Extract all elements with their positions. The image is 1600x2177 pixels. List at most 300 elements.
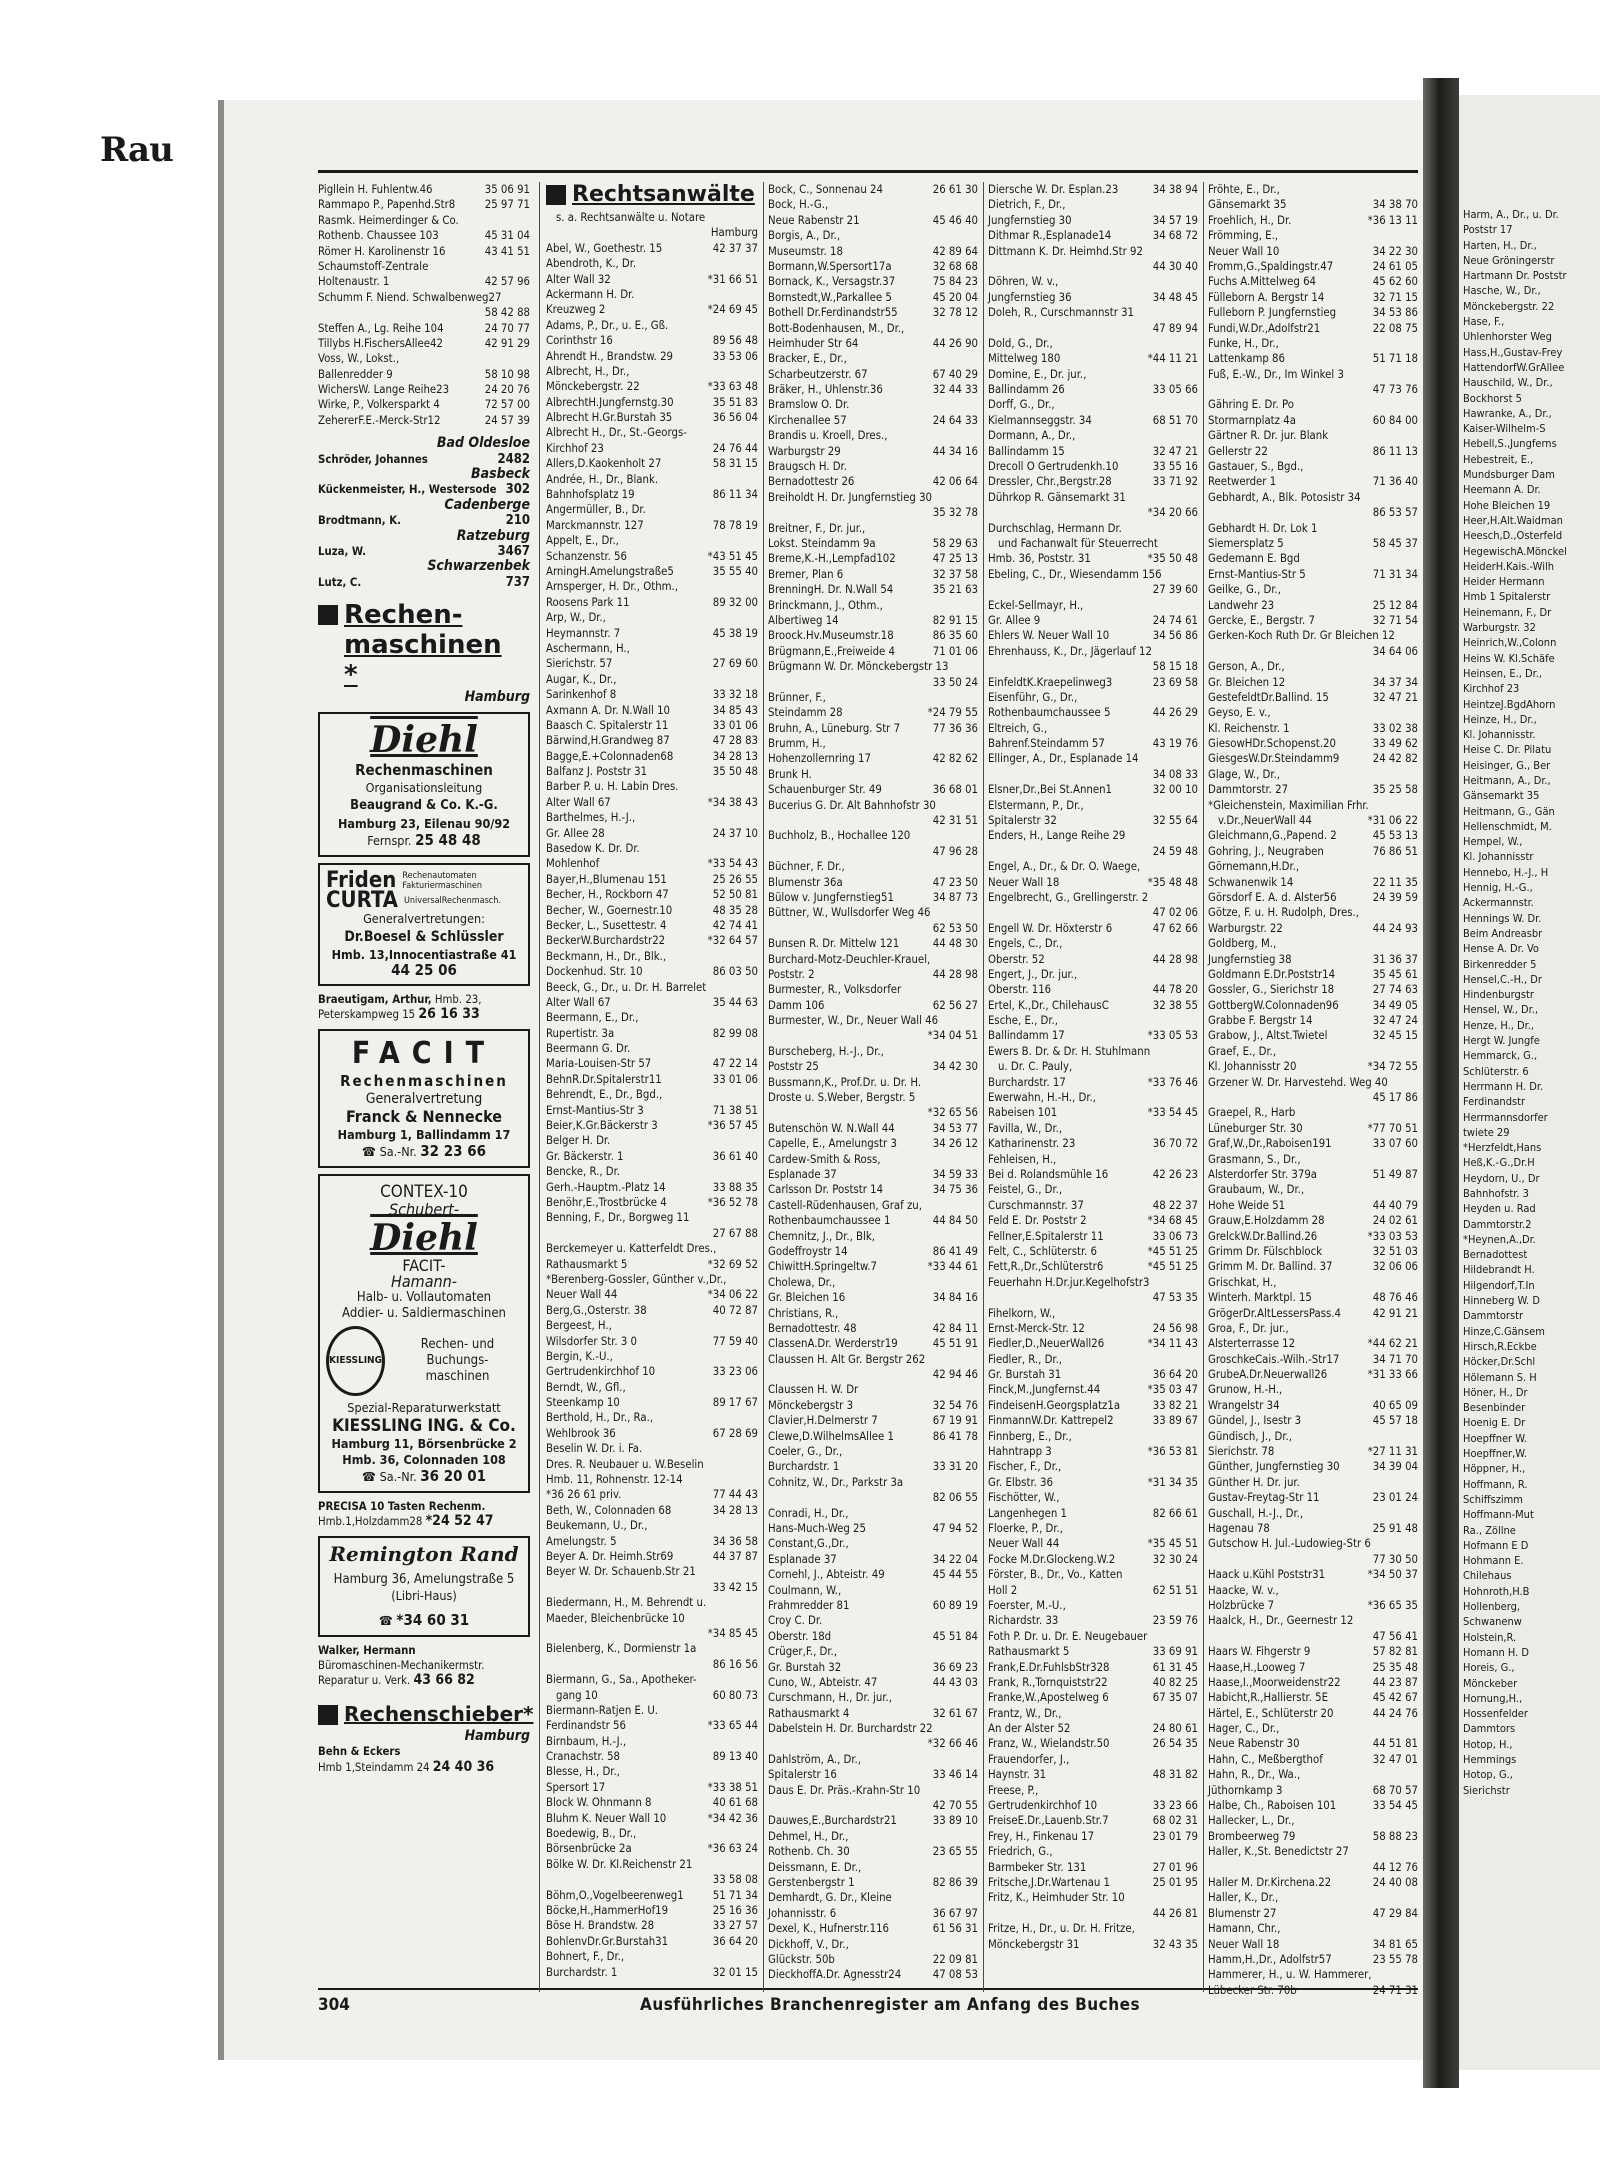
entry-text: Barber P. u. H. Labin Dres. (546, 780, 679, 794)
entry-text: Steindamm 28 (768, 706, 843, 720)
entry-phone: *34 85 45 (707, 1626, 758, 1640)
entry-text: Büchner, F. Dr., (768, 860, 845, 874)
entry-text: Spitalerstr 32 (988, 814, 1057, 828)
entry-text: Burchardstr. 17 (988, 1075, 1066, 1089)
entry-text: v.Dr.,NeuerWall 44 (1218, 814, 1312, 828)
entry-text: Breitner, F., Dr. jur., (768, 521, 866, 535)
directory-entry (546, 1334, 758, 1349)
entry-text: Dabelstein H. Dr. Burchardstr 22 (768, 1722, 933, 1736)
entry-text: BrenningH. Dr. N.Wall 54 (768, 583, 894, 597)
entry-text: Bruhn, A., Lüneburg. Str 7 (768, 721, 901, 735)
directory-entry (546, 1164, 758, 1179)
column-1-cities (318, 436, 530, 590)
entry-text: Andrée, H., Dr., Blank. (546, 472, 659, 486)
entry-phone: 42 70 55 (932, 1799, 978, 1813)
entry-behn (318, 1744, 530, 1775)
ad-phone: 32 23 66 (420, 1141, 487, 1160)
entry-name: Walker, Hermann (318, 1643, 416, 1657)
entry-text: Albrecht H., Dr., St.-Georgs- (546, 426, 687, 440)
entry-phone: 44 23 87 (1372, 1675, 1418, 1689)
ad-product: Rechenmaschinen (340, 1071, 508, 1090)
entry-text: Amelungstr. 5 (546, 1534, 617, 1548)
entry-text: Dithmar R.,Esplanade14 (988, 229, 1112, 243)
directory-entry (988, 905, 1198, 920)
directory-entry (988, 1136, 1198, 1151)
next-page-entry: Hense A. Dr. Vo (1463, 942, 1539, 956)
entry-text: Dauwes,E.,Burchardstr21 (768, 1814, 897, 1828)
entry-phone: 34 26 12 (932, 1137, 978, 1151)
entry-phone: *35 48 48 (1147, 875, 1198, 889)
entry-phone: 25 26 55 (712, 872, 758, 886)
entry-phone: 86 03 50 (712, 965, 758, 979)
entry-text: Cohnitz, W., Dr., Parkstr 3a (768, 1475, 904, 1489)
entry-phone: 34 56 86 (1152, 629, 1198, 643)
entry-phone: 27 69 60 (712, 657, 758, 671)
entry-text: Haalck, H., Dr., Geernestr 12 (1208, 1614, 1354, 1628)
directory-entry (768, 1182, 978, 1197)
entry-text: Gertrudenkirchhof 10 (988, 1799, 1098, 1813)
entry-text: Böse H. Brandstw. 28 (546, 1919, 655, 1933)
directory-entry (988, 521, 1198, 536)
directory-entry (768, 905, 978, 920)
directory-entry (1208, 1552, 1418, 1567)
entry-text: Blumenstr 36a (768, 875, 843, 889)
entry-phone: 43 41 51 (484, 244, 530, 258)
section-square-icon (546, 185, 566, 205)
entry-phone: 23 01 79 (1152, 1829, 1198, 1843)
ad-line: Generalvertretung (365, 1090, 483, 1107)
entry-text: Gustav-Freytag-Str 11 (1208, 1491, 1320, 1505)
directory-entry (1208, 890, 1418, 905)
entry-text: Dormann, A., Dr., (988, 429, 1076, 443)
directory-entry (988, 1506, 1198, 1521)
entry-phone: 61 31 45 (1152, 1660, 1198, 1674)
entry-phone: 42 74 41 (712, 918, 758, 932)
entry-phone: 33 82 21 (1152, 1398, 1198, 1412)
entry-text: Foth P. Dr. u. Dr. E. Neugebauer (988, 1629, 1148, 1643)
entry-phone: 23 55 78 (1372, 1952, 1418, 1966)
entry-text: Neue Rabenstr 21 (768, 213, 860, 227)
directory-entry (318, 351, 530, 366)
directory-entry (546, 1103, 758, 1118)
directory-entry (768, 644, 978, 659)
directory-entry (1208, 1721, 1418, 1736)
ad-line: Rechen- und Buchungs- maschinen (420, 1336, 495, 1384)
entry-phone: 45 51 91 (932, 1337, 978, 1351)
entry-text: Gerson, A., Dr., (1208, 660, 1285, 674)
directory-entry (988, 628, 1198, 643)
entry-text: FindeisenH.Georgsplatz1a (988, 1398, 1121, 1412)
entry-text: Holl 2 (988, 1583, 1018, 1597)
next-page-entry: Hensel,C.-H., Dr (1463, 972, 1542, 986)
directory-entry (1208, 782, 1418, 797)
next-page-entry: Chilehaus (1463, 1569, 1512, 1583)
entry-phone: *32 69 52 (707, 1257, 758, 1271)
directory-entry (546, 1210, 758, 1225)
entry-phone: 33 71 92 (1152, 475, 1198, 489)
entry-text: ZehererF.E.-Merck-Str12 (318, 413, 441, 427)
directory-entry (1208, 182, 1418, 197)
entry-phone: 32 44 33 (932, 383, 978, 397)
entry-text: Gündel, J., Isestr 3 (1208, 1414, 1302, 1428)
entry-phone: 32 78 12 (932, 306, 978, 320)
entry-phone: 24 71 31 (1372, 1983, 1418, 1997)
city-heading: Cadenberge (444, 496, 530, 513)
directory-entry (546, 1410, 758, 1425)
entry-text: Kl. Reichenstr. 1 (1208, 721, 1290, 735)
directory-entry (768, 505, 978, 520)
directory-entry (768, 1490, 978, 1505)
entry-phone: 35 21 63 (932, 583, 978, 597)
entry-phone: 42 37 37 (712, 241, 758, 255)
directory-entry (988, 1583, 1198, 1598)
directory-entry (1208, 1783, 1418, 1798)
entry-text: Geyso, E. v., (1208, 706, 1271, 720)
entry-text: Broock.Hv.Museumstr.18 (768, 629, 894, 643)
entry-text: Böcke,H.,HammerHof19 (546, 1903, 669, 1917)
next-page-entry: Schwanenw (1463, 1615, 1522, 1629)
directory-entry (768, 459, 978, 474)
entry-text: Johannisstr. 6 (768, 1906, 837, 1920)
directory-entry (1208, 1690, 1418, 1705)
directory-entry (988, 1044, 1198, 1059)
directory-entry (546, 1272, 758, 1287)
entry-text: Heymannstr. 7 (546, 626, 621, 640)
entry-phone: 44 24 76 (1372, 1706, 1418, 1720)
entry-phone: 32 47 21 (1152, 444, 1198, 458)
entry-phone: 42 91 29 (484, 336, 530, 350)
section-title: Rechenschieber* (344, 1701, 534, 1726)
entry-phone: *33 54 45 (1147, 1106, 1198, 1120)
ad-remington-rand (318, 1536, 530, 1637)
directory-entry (546, 456, 758, 471)
directory-entry (1208, 428, 1418, 443)
entry-text: Gr. Elbstr. 36 (988, 1475, 1053, 1489)
directory-entry (1208, 1367, 1418, 1382)
phone-icon: ☎ (361, 1143, 376, 1159)
directory-entry (988, 1844, 1198, 1859)
next-page-entry: Kirchhof 23 (1463, 682, 1520, 696)
directory-entry (546, 379, 758, 394)
entry-text: Goldberg, M., (1208, 937, 1277, 951)
directory-entry (1208, 1105, 1418, 1120)
entry-text: s. a. Rechtsanwälte u. Notare (556, 211, 706, 224)
entry-phone: 67 19 91 (932, 1414, 978, 1428)
next-page-entry: Hoepffner,W. (1463, 1447, 1527, 1461)
directory-entry (988, 675, 1198, 690)
entry-phone: 32 61 67 (932, 1706, 978, 1720)
entry-phone: 44 28 98 (1152, 952, 1198, 966)
entry-phone: *45 51 25 (1147, 1244, 1198, 1258)
directory-entry (546, 810, 758, 825)
entry-phone: 36 67 97 (932, 1906, 978, 1920)
directory-entry (768, 428, 978, 443)
entry-text: Clewe,D.WilhelmsAllee 1 (768, 1429, 894, 1443)
entry-text: Fritz, K., Heimhuder Str. 10 (988, 1891, 1125, 1905)
directory-entry (1208, 1767, 1418, 1782)
entry-phone: 32 54 76 (932, 1398, 978, 1412)
directory-entry (1208, 1244, 1418, 1259)
next-page-entry: Hölemann S. H (1463, 1370, 1537, 1384)
entry-phone: 22 11 35 (1372, 875, 1418, 889)
directory-entry (988, 490, 1198, 505)
entry-text: Elsner,Dr.,Bei St.Annen1 (988, 783, 1113, 797)
entry-text: Gastauer, S., Bgd., (1208, 460, 1304, 474)
entry-text: Gr. Allee 28 (546, 826, 605, 840)
directory-entry (546, 610, 758, 625)
directory-entry (318, 482, 530, 497)
entry-phone: *44 11 21 (1147, 352, 1198, 366)
entry-text: Neue Rabenstr 30 (1208, 1737, 1300, 1751)
directory-entry (768, 1090, 978, 1105)
entry-text: GottbergW.Colonnaden96 (1208, 998, 1339, 1012)
entry-text: Alter Wall 67 (546, 795, 611, 809)
directory-entry (1208, 228, 1418, 243)
directory-entry (988, 567, 1198, 582)
entry-text: Gerh.-Hauptm.-Platz 14 (546, 1180, 666, 1194)
next-page-entry: Heinze, H., Dr., (1463, 712, 1537, 726)
entry-phone: 35 32 78 (932, 506, 978, 520)
entry-text: Gossler, G., Sierichstr 18 (1208, 983, 1335, 997)
entry-text: Eisenführ, G., Dr., (988, 690, 1078, 704)
entry-name: Schröder, Johannes (318, 452, 428, 466)
directory-entry (1208, 1675, 1418, 1690)
directory-entry (768, 1752, 978, 1767)
entry-text: Bergin, K.-U., (546, 1349, 613, 1363)
entry-text: Arnsperger, H. Dr., Othm., (546, 580, 679, 594)
directory-entry (768, 1321, 978, 1336)
directory-entry (768, 1152, 978, 1167)
directory-entry (1208, 1152, 1418, 1167)
entry-text: Landwehr 23 (1208, 598, 1275, 612)
entry-text: Hagenau 78 (1208, 1521, 1270, 1535)
entry-text: Fiedler,D.,NeuerWall26 (988, 1337, 1105, 1351)
directory-entry (1208, 305, 1418, 320)
entry-text: Drecoll O Gertrudenkh.10 (988, 460, 1119, 474)
directory-entry (546, 1688, 758, 1703)
directory-entry (988, 1367, 1198, 1382)
entry-phone: 24 56 98 (1152, 1321, 1198, 1335)
entry-phone: 62 53 50 (932, 921, 978, 935)
entry-phone: 67 35 07 (1152, 1691, 1198, 1705)
directory-entry (546, 1226, 758, 1241)
entry-phone: 26 54 35 (1152, 1737, 1198, 1751)
directory-entry (546, 364, 758, 379)
directory-entry (988, 1752, 1198, 1767)
next-page-entry: Mundsburger Dam (1463, 468, 1555, 482)
entry-text: Birnbaum, H.-J., (546, 1734, 627, 1748)
directory-entry (546, 1426, 758, 1441)
directory-entry (988, 1829, 1198, 1844)
directory-entry (988, 1813, 1198, 1828)
entry-text: GrelckW.Dr.Ballind.26 (1208, 1229, 1318, 1243)
entry-phone: 43 66 82 (413, 1672, 475, 1689)
directory-entry (768, 1644, 978, 1659)
entry-text: Langenhegen 1 (988, 1506, 1068, 1520)
next-page-entry: Hennig, H.-G., (1463, 881, 1533, 895)
entry-text: Esche, E., Dr., (988, 1014, 1058, 1028)
entry-text: Neuer Wall 10 (1208, 244, 1280, 258)
directory-entry (768, 613, 978, 628)
entry-text: Bölke W. Dr. Kl.Reichenstr 21 (546, 1857, 693, 1871)
entry-phone: 62 51 51 (1152, 1583, 1198, 1597)
next-page-entry: Hofmann E D (1463, 1538, 1529, 1552)
next-page-entry: Hinneberg W. D (1463, 1294, 1540, 1308)
directory-entry (1208, 1629, 1418, 1644)
entry-phone: 89 56 48 (712, 334, 758, 348)
entry-phone: *44 62 21 (1367, 1337, 1418, 1351)
entry-phone: 33 06 73 (1152, 1229, 1198, 1243)
next-page-entry: Herrmannsdorfer (1463, 1110, 1548, 1124)
directory-entry (1208, 1444, 1418, 1459)
directory-entry (768, 274, 978, 289)
directory-entry (546, 933, 758, 948)
next-page-entry: Horeis, G., (1463, 1661, 1515, 1675)
next-page-entry: Heesch,D.,Osterfeld (1463, 529, 1563, 543)
directory-entry (768, 782, 978, 797)
entry-text: Fischötter, W., (988, 1491, 1060, 1505)
entry-phone: *34 11 43 (1147, 1337, 1198, 1351)
directory-entry (546, 241, 758, 256)
entry-phone: 44 24 93 (1372, 921, 1418, 935)
next-page-entry: Hebell,S.,Jungferns (1463, 437, 1557, 451)
entry-text: Böhm,O.,Vogelbeerenweg1 (546, 1888, 684, 1902)
directory-entry (546, 502, 758, 517)
entry-phone: 34 28 13 (712, 749, 758, 763)
entry-phone: 42 82 62 (932, 752, 978, 766)
entry-phone: Hamburg (710, 226, 758, 240)
entry-phone: 86 11 13 (1372, 444, 1418, 458)
entry-phone: 52 50 81 (712, 888, 758, 902)
entry-text: Buchholz, B., Hochallee 120 (768, 829, 911, 843)
entry-text: Ferdinandstr 56 (546, 1719, 626, 1733)
directory-entry (1208, 798, 1418, 813)
entry-text: Sarinkenhof 8 (546, 688, 617, 702)
directory-entry (546, 272, 758, 287)
section-city: Hamburg (464, 1727, 530, 1744)
entry-text: Schumm F. Niend. Schwalbenweg27 (318, 290, 502, 304)
ad-phone-label: Fernspr. (367, 832, 412, 848)
entry-text: Jungfernstieg 36 (988, 290, 1072, 304)
directory-entry (1208, 213, 1418, 228)
directory-entry (988, 336, 1198, 351)
directory-entry (1208, 875, 1418, 890)
book-gutter (1423, 78, 1459, 2088)
entry-text: Görsdorf E. A. d. Alster56 (1208, 890, 1337, 904)
directory-entry (546, 1041, 758, 1056)
entry-text: Burscheberg, H.-J., Dr., (768, 1044, 884, 1058)
directory-entry (546, 1626, 758, 1641)
entry-text: Dammtorstr. 27 (1208, 783, 1289, 797)
entry-phone: 42 26 23 (1152, 1168, 1198, 1181)
directory-entry (546, 1287, 758, 1302)
entry-text: Neuer Wall 44 (546, 1288, 618, 1302)
entry-text: Beeck, G., Dr., u. Dr. H. Barrelet (546, 980, 707, 994)
directory-entry (1208, 751, 1418, 766)
directory-entry (768, 413, 978, 428)
entry-text: Mönckebergstr 3 (768, 1398, 854, 1412)
entry-text: Claussen H. W. Dr (768, 1383, 859, 1397)
entry-text: Brügmann W. Dr. Mönckebergstr 13 (768, 660, 949, 674)
entry-text: Wilsdorfer Str. 3 0 (546, 1334, 638, 1348)
directory-entry (768, 490, 978, 505)
directory-entry (1208, 1198, 1418, 1213)
next-page-entry: Hergt W. Jungfe (1463, 1034, 1540, 1048)
directory-entry (546, 518, 758, 533)
directory-entry (546, 1472, 758, 1487)
next-page-entry: Hotop, H., (1463, 1737, 1513, 1751)
entry-text: Burmester, R., Volksdorfer (768, 983, 902, 997)
directory-entry (546, 1903, 758, 1918)
directory-entry (546, 256, 758, 271)
directory-entry (1208, 290, 1418, 305)
directory-entry (546, 1149, 758, 1164)
entry-phone: 51 71 34 (712, 1888, 758, 1902)
directory-entry (546, 1503, 758, 1518)
entry-text: Crüger,F., Dr., (768, 1645, 837, 1659)
entry-text: Kirchhof 23 (546, 441, 604, 455)
entry-phone: 36 56 04 (712, 411, 758, 425)
diehl-logo: Diehl (370, 718, 478, 761)
directory-entry (318, 213, 530, 228)
next-page-entry: Hawranke, A., Dr., (1463, 406, 1552, 420)
entry-phone: 24 70 77 (484, 321, 530, 335)
entry-text: Grischkat, H., (1208, 1275, 1277, 1289)
entry-text: Fehleisen, H., (988, 1152, 1057, 1166)
ad-company: Franck & Nennecke (345, 1106, 503, 1126)
directory-entry (988, 1875, 1198, 1890)
section-city: Hamburg (464, 689, 530, 706)
entry-phone: 33 54 45 (1372, 1799, 1418, 1813)
directory-entry (546, 656, 758, 671)
entry-text: DieckhoffA.Dr. Agnesstr24 (768, 1968, 902, 1982)
entry-text: Froehlich, H., Dr. (1208, 213, 1292, 227)
entry-text: Gärtner R. Dr. jur. Blank (1208, 429, 1329, 443)
directory-entry (1208, 844, 1418, 859)
entry-text: u. Dr. C. Pauly, (998, 1060, 1073, 1074)
ad-diehl (318, 712, 530, 857)
directory-entry (768, 1952, 978, 1967)
directory-entry (768, 890, 978, 905)
entry-text: Corinthstr 16 (546, 334, 613, 348)
entry-text: Bei d. Rolandsmühle 16 (988, 1168, 1109, 1181)
directory-entry (1208, 1075, 1418, 1090)
entry-text: Barthelmes, H.-J., (546, 811, 636, 825)
directory-entry (318, 182, 530, 197)
directory-entry (546, 1518, 758, 1533)
entry-phone: *34 04 51 (927, 1029, 978, 1043)
directory-entry (988, 1398, 1198, 1413)
entry-text: Esplanade 37 (768, 1552, 837, 1566)
entry-text: Fromm,G.,Spaldingstr.47 (1208, 259, 1334, 273)
entry-text: Croy C. Dr. (768, 1614, 823, 1628)
entry-text: Becher, H., Rockborn 47 (546, 888, 669, 902)
entry-text: Richardstr. 33 (988, 1614, 1059, 1628)
page-number: 304 (318, 1995, 350, 2015)
entry-text: Albrecht H.Gr.Burstah 35 (546, 411, 673, 425)
entry-phone: 47 53 35 (1152, 1291, 1198, 1305)
entry-phone: 45 38 19 (712, 626, 758, 640)
directory-entry (768, 182, 978, 197)
entry-text: Borgis, A., Dr., (768, 229, 841, 243)
directory-entry (546, 1780, 758, 1795)
entry-phone: 44 26 81 (1152, 1906, 1198, 1920)
directory-entry (546, 579, 758, 594)
entry-text: Domine, E., Dr. jur., (988, 367, 1087, 381)
entry-phone: 58 88 23 (1372, 1829, 1418, 1843)
entry-phone: 44 30 40 (1152, 259, 1198, 273)
city-heading: Bad Oldesloe (436, 435, 530, 452)
